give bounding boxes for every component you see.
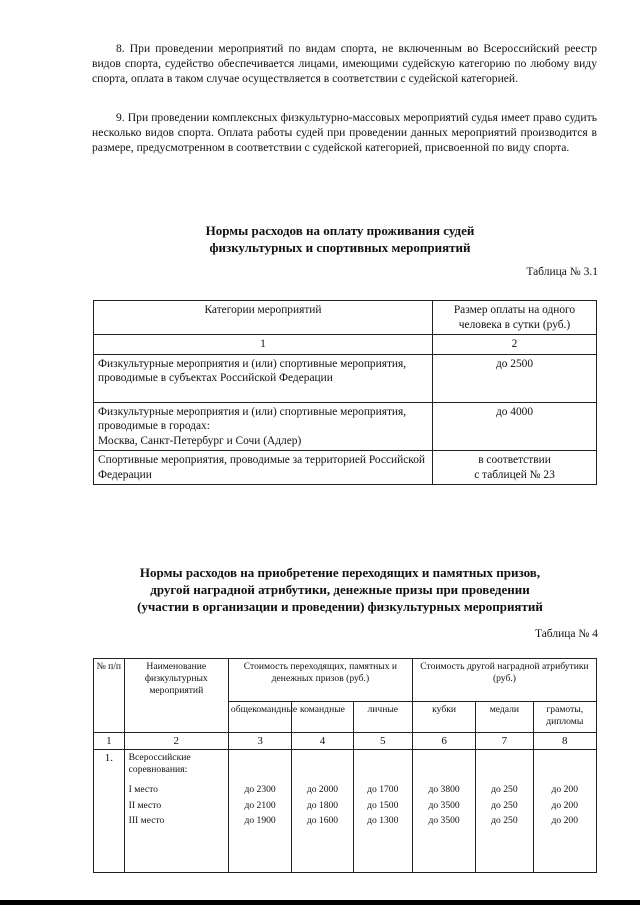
amount-line1: в соответствии xyxy=(478,454,551,466)
value: до 250 xyxy=(491,799,518,811)
personal-cell xyxy=(353,750,412,873)
table-3-1-label: Таблица № 3.1 xyxy=(526,266,598,278)
header-personal: личные xyxy=(353,702,412,733)
category-cell: Спортивные мероприятия, проводимые за территорией Российской Федерации xyxy=(94,451,433,485)
numbering-cell: 6 xyxy=(412,733,475,750)
table-row xyxy=(94,750,597,873)
value: до 250 xyxy=(491,784,518,795)
value: до 200 xyxy=(551,784,578,795)
numbering-cell: 3 xyxy=(228,733,291,750)
table-row xyxy=(94,402,597,451)
section1-title xyxy=(40,222,640,256)
numbering-cell: 8 xyxy=(533,733,596,750)
category-text: Физкультурные мероприятия и (или) спортивные мероприятия, проводимые в городах: xyxy=(98,405,407,432)
header-amount: Размер оплаты на одного человека в сутки (руб.) xyxy=(433,301,597,335)
value: до 250 xyxy=(491,815,518,826)
amount-line2: с таблицей № 23 xyxy=(474,468,555,481)
header-cups: кубки xyxy=(412,702,475,733)
diplomas-cell xyxy=(533,750,596,873)
paragraph-9: 9. При проведении комплексных физкультурно-массовых мероприятий судья имеет право судить несколько видов спорта. Оплата работы судей при проведении данных мероприятий производится в размере, предусмотренном в соответствии с судейской категорией, присвоенной по виду спорта. xyxy=(92,111,597,155)
section2-title-line1: Нормы расходов на приобретение переходящих и памятных призов, xyxy=(139,565,541,580)
table-3-1 xyxy=(93,300,597,485)
team-cell xyxy=(292,750,353,873)
places-list xyxy=(129,782,226,829)
table-row xyxy=(94,354,597,402)
header-prizes-group: Стоимость переходящих, памятных и денежных призов (руб.) xyxy=(228,659,412,702)
table-numbering-row xyxy=(94,335,597,355)
page-bottom-border xyxy=(0,900,640,905)
value: до 200 xyxy=(551,815,578,826)
paragraph-8: 8. При проведении мероприятий по видам спорта, не включенным во Всероссийский реестр видов спорта, судейство обеспечивается лицами, имеющими судейскую категорию по любому виду спорта, оплата в таком случае осуществляется в соответствии с судейской категорией. xyxy=(92,42,597,86)
table-header-row xyxy=(94,301,597,335)
medals-cell xyxy=(476,750,533,873)
header-medals: медали xyxy=(476,702,533,733)
section1-title-line2: физкультурных и спортивных мероприятий xyxy=(209,240,471,255)
value: до 2300 xyxy=(244,784,276,795)
header-team-general: общекомандные xyxy=(228,702,291,733)
amount-cell: до 2500 xyxy=(433,354,597,402)
value: до 1900 xyxy=(244,815,276,826)
numbering-cell: 2 xyxy=(124,733,228,750)
cups-cell xyxy=(412,750,475,873)
header-categories: Категории мероприятий xyxy=(94,301,433,335)
value: до 1800 xyxy=(306,799,339,811)
numbering-cell: 5 xyxy=(353,733,412,750)
section1-title-line1: Нормы расходов на оплату проживания судей xyxy=(205,223,475,238)
value: до 2100 xyxy=(244,799,276,811)
row-name-cell xyxy=(124,750,228,873)
place-3: III место xyxy=(128,815,165,826)
value: до 3500 xyxy=(428,815,460,826)
header-name: Наименование физкультурных мероприятий xyxy=(124,659,228,733)
table-4 xyxy=(93,658,597,873)
table-numbering-row xyxy=(94,733,597,750)
value: до 2000 xyxy=(306,784,339,795)
value: до 1600 xyxy=(306,815,339,826)
category-cities: Москва, Санкт-Петербург и Сочи (Адлер) xyxy=(98,434,302,447)
header-attributes-group: Стоимость другой наградной атрибутики (руб.) xyxy=(412,659,596,702)
section2-title xyxy=(40,564,640,615)
table-row xyxy=(94,451,597,485)
header-diplomas: грамоты, дипломы xyxy=(533,702,596,733)
row-num: 1. xyxy=(94,750,125,873)
header-num: № п/п xyxy=(94,659,125,733)
numbering-cell: 7 xyxy=(476,733,533,750)
numbering-cell: 1 xyxy=(94,733,125,750)
table-4-label: Таблица № 4 xyxy=(534,628,598,640)
category-cell xyxy=(94,402,433,451)
place-1: I место xyxy=(128,784,158,795)
team-general-cell xyxy=(228,750,291,873)
row-name: Всероссийские соревнования: xyxy=(128,752,191,775)
numbering-cell: 4 xyxy=(292,733,353,750)
value: до 3800 xyxy=(428,784,460,795)
category-cell: Физкультурные мероприятия и (или) спортивные мероприятия, проводимые в субъектах Российской Федерации xyxy=(94,354,433,402)
amount-cell: до 4000 xyxy=(433,402,597,451)
numbering-cell: 1 xyxy=(94,335,433,355)
value: до 200 xyxy=(551,799,578,811)
value: до 3500 xyxy=(428,799,460,811)
table-header-row xyxy=(94,659,597,702)
amount-cell xyxy=(433,451,597,485)
section2-title-line3: (участии в организации и проведении) физкультурных мероприятий xyxy=(137,599,543,614)
value: до 1500 xyxy=(367,799,399,811)
header-team: командные xyxy=(292,702,353,733)
section2-title-line2: другой наградной атрибутики, денежные призы при проведении xyxy=(150,582,530,597)
numbering-cell: 2 xyxy=(433,335,597,355)
place-2: II место xyxy=(128,799,162,811)
value: до 1700 xyxy=(367,784,399,795)
value: до 1300 xyxy=(367,815,399,826)
